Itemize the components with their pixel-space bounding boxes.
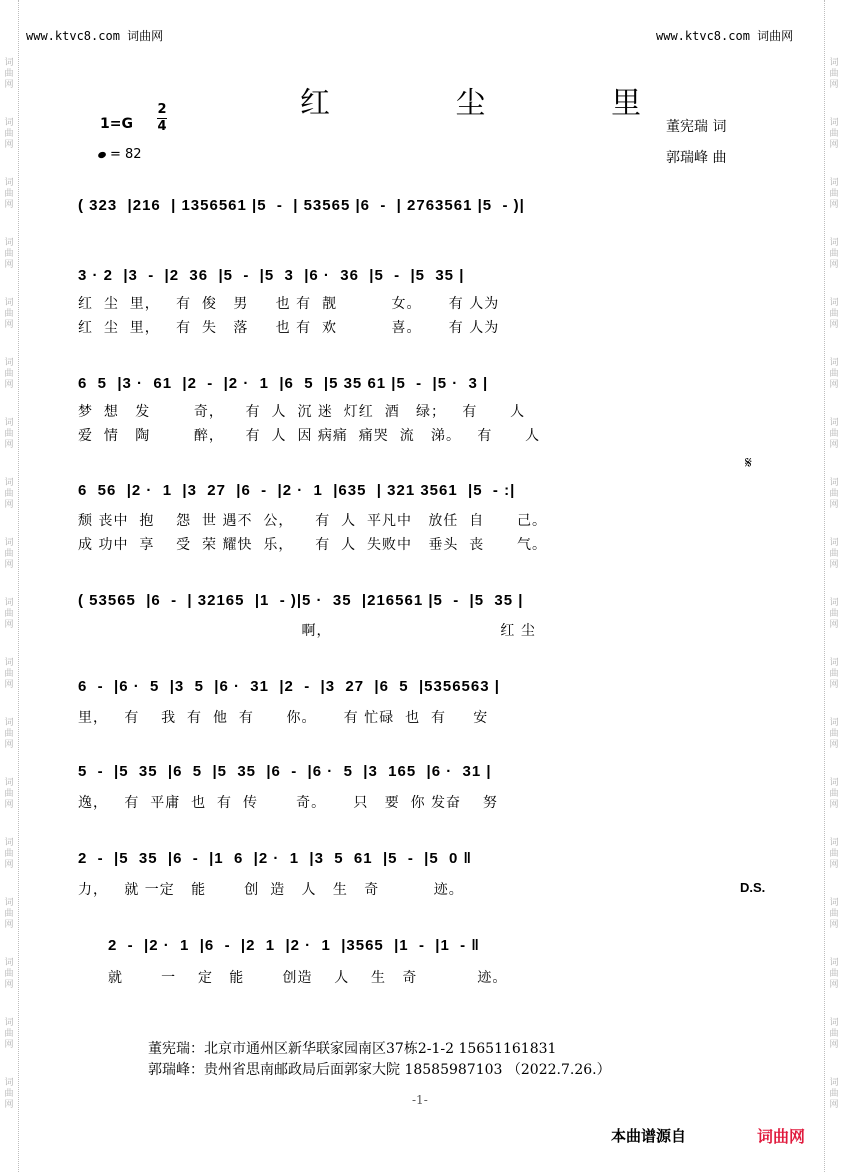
lyrics-verse-2: 成 功中 享 受 荣 耀快 乐， 有 人 失败中 垂头 丧 气。 [78,537,547,553]
lyrics-verse-1: 啊， 红 尘 [78,623,536,639]
lyrics-verse-1: 里， 有 我 有 他 有 你。 有 忙碌 也 有 安 [78,710,489,726]
side-watermark: 词 曲 网 [4,418,14,450]
side-watermark: 词 曲 网 [829,178,839,210]
composer-credit: 郭瑞峰 曲 [666,150,727,166]
side-watermark: 词 曲 网 [829,358,839,390]
dal-segno-mark: D.S. [740,880,766,895]
lyrics-verse-1: 红 尘 里， 有 俊 男 也 有 靓 女。 有 人为 [78,296,500,312]
lyrics-verse-1: 颓 丧中 抱 怨 世 遇不 公， 有 人 平凡中 放任 自 己。 [78,513,547,529]
notation-row: ( 323 |216 | 1356561 |5 - | 53565 |6 - | 2763561 |5 - )| [78,197,525,214]
side-watermark: 词 曲 网 [829,718,839,750]
lyrics-verse-1: 逸， 有 平庸 也 有 传 奇。 只 要 你 发奋 努 [78,795,498,811]
side-watermark: 词 曲 网 [4,118,14,150]
side-watermark: 词 曲 网 [4,958,14,990]
side-watermark: 词 曲 网 [4,658,14,690]
composer-contact: 郭瑞峰：贵州省思南邮政局后面郭家大院 18585987103 （2022.7.26.） [148,1062,611,1078]
side-watermark: 词 曲 网 [4,178,14,210]
notation-row: ( 53565 |6 - | 32165 |1 - )|5 · 35 |216561 |5 - |5 35 | [78,592,524,609]
time-signature: 2 4 [157,102,167,134]
side-watermark: 词 曲 网 [829,238,839,270]
notation-row: 6 5 |3 · 61 |2 - |2 · 1 |6 5 |5 35 61 |5 - |5 · 3 | [78,375,489,392]
watermark-url-right: www.ktvc8.com 词曲网 [656,29,794,43]
side-watermark: 词 曲 网 [4,1018,14,1050]
notation-row: 6 56 |2 · 1 |3 27 |6 - |2 · 1 |635 | 321 3561 |5 - :| [78,482,516,499]
side-watermark: 词 曲 网 [829,1078,839,1110]
tempo-marking: = 82 [98,147,142,162]
notation-row: 2 - |5 35 |6 - |1 6 |2 · 1 |3 5 61 |5 - |5 0 ‖ [78,850,472,867]
side-watermark: 词 曲 网 [829,418,839,450]
side-watermark: 词 曲 网 [4,238,14,270]
side-watermark: 词 曲 网 [4,598,14,630]
side-watermark: 词 曲 网 [4,778,14,810]
side-watermark: 词 曲 网 [829,1018,839,1050]
quarter-note-icon [97,151,107,159]
notation-row: 5 - |5 35 |6 5 |5 35 |6 - |6 · 5 |3 165 |6 · 31 | [78,763,492,780]
side-watermark: 词 曲 网 [829,898,839,930]
side-watermark: 词 曲 网 [4,718,14,750]
side-watermark: 词 曲 网 [829,58,839,90]
page-number: -1- [412,1093,428,1107]
side-watermark: 词 曲 网 [829,778,839,810]
side-watermark: 词 曲 网 [829,598,839,630]
side-watermark: 词 曲 网 [829,538,839,570]
side-watermark: 词 曲 网 [4,298,14,330]
song-title: 红 尘 里 [300,86,700,121]
lyricist-credit: 董宪瑞 词 [666,119,727,135]
notation-row: 3 · 2 |3 - |2 36 |5 - |5 3 |6 · 36 |5 - |5 35 | [78,267,465,284]
lyrics-verse-2: 爱 情 陶 醉， 有 人 因 病痛 痛哭 流 涕。 有 人 [78,428,541,444]
side-watermark: 词 曲 网 [4,838,14,870]
lyrics-verse-1: 梦 想 发 奇， 有 人 沉 迷 灯红 酒 绿； 有 人 [78,404,526,420]
left-watermark-strip [0,0,19,1172]
side-watermark: 词 曲 网 [4,58,14,90]
watermark-url-left: www.ktvc8.com 词曲网 [26,29,164,43]
key-signature: 1=G [100,116,133,132]
lyricist-contact: 董宪瑞：北京市通州区新华联家园南区37栋2-1-2 15651161831 [148,1041,557,1057]
lyrics-verse-1: 就 一 定 能 创造 人 生 奇 迹。 [108,970,508,986]
notation-row: 6 - |6 · 5 |3 5 |6 · 31 |2 - |3 27 |6 5 |5356563 | [78,678,500,695]
notation-row: 2 - |2 · 1 |6 - |2 1 |2 · 1 |3565 |1 - |1 - ‖ [108,937,480,954]
right-watermark-strip [824,0,843,1172]
side-watermark: 词 曲 网 [4,538,14,570]
side-watermark: 词 曲 网 [4,358,14,390]
side-watermark: 词 曲 网 [829,838,839,870]
side-watermark: 词 曲 网 [829,658,839,690]
side-watermark: 词 曲 网 [829,298,839,330]
side-watermark: 词 曲 网 [829,958,839,990]
lyrics-verse-1: 力， 就 一定 能 创 造 人 生 奇 迹。 [78,882,464,898]
side-watermark: 词 曲 网 [4,898,14,930]
side-watermark: 词 曲 网 [829,478,839,510]
side-watermark: 词 曲 网 [829,118,839,150]
side-watermark: 词 曲 网 [4,478,14,510]
site-logo[interactable]: 词曲网 [757,1127,806,1146]
segno-icon: 𝄋 [745,453,752,472]
source-label: 本曲谱源自 [611,1127,687,1145]
side-watermark: 词 曲 网 [4,1078,14,1110]
lyrics-verse-2: 红 尘 里， 有 失 落 也 有 欢 喜。 有 人为 [78,320,500,336]
